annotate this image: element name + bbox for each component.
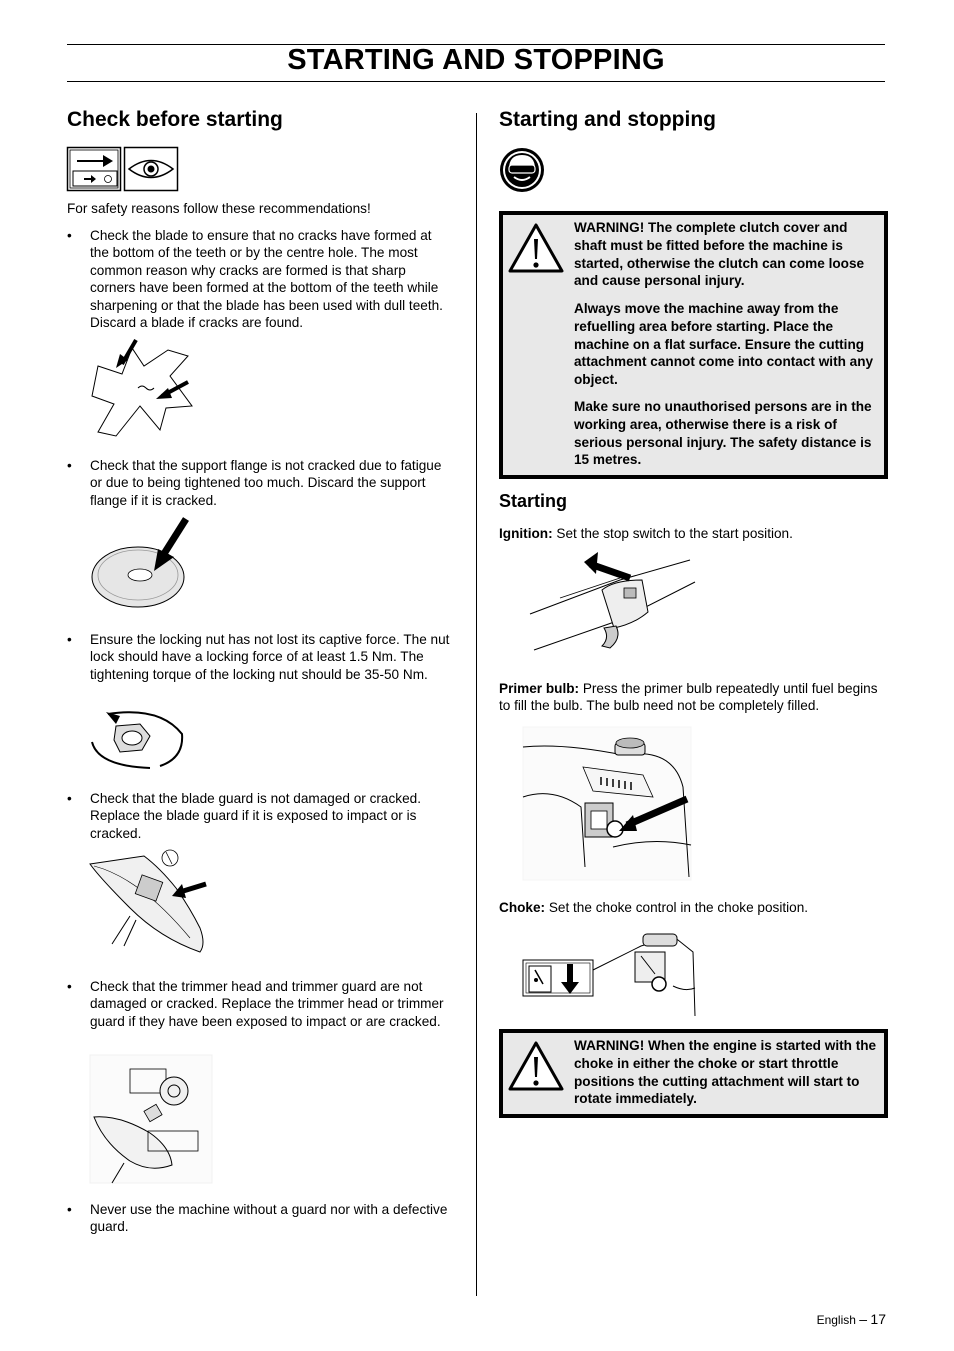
blade-crack-illustration [90,336,195,441]
primer-text: Press the primer bulb repeatedly until fuel begins to fill the bulb. The bulb need not be completely filled. [499,681,878,714]
page-footer [817,1311,886,1327]
starting-subheading: Starting [499,491,568,511]
page-title: STARTING AND STOPPING [287,44,665,76]
footer-separator: – [859,1311,868,1327]
warning-triangle-icon [505,219,565,275]
starting-and-stopping-heading: Starting and stopping [499,108,716,131]
title-rule [67,81,885,82]
support-flange-illustration [90,515,195,615]
visual-check-icon [129,161,173,178]
footer-language: English [816,1313,856,1327]
primer-instruction [499,680,889,715]
bullet-text: Check that the support flange is not cracked due to fatigue or due to being tightened too much. Discard the support flange if it is cracked. [90,458,442,508]
warning-box-choke [499,1029,888,1118]
bullet-mark: • [67,1202,72,1217]
intro-text: For safety reasons follow these recommendations! [67,201,371,216]
ignition-label: Ignition: [499,526,553,541]
check-before-starting-heading: Check before starting [67,108,283,131]
maintenance-inspection-icon [67,147,179,192]
warning-triangle-icon [505,1037,565,1093]
choke-control-illustration [523,926,698,1018]
warning-text: Always move the machine away from the refuelling area before starting. Place the machine on a flat surface. Ensure the cutting attachment cannot come into contact with any object. [574,301,874,388]
warning-text: WARNING! The complete clutch cover and shaft must be fitted before the machine is started, otherwise the clutch can come loose and cause personal injury. [574,220,865,289]
blade-guard-illustration [90,848,215,948]
bullet-mark: • [67,632,72,647]
bullet-mark: • [67,458,72,473]
warning-text: Make sure no unauthorised persons are in the working area, otherwise there is a risk of serious personal injury. The safety distance is 15 metres. [574,399,872,468]
bullet-text: Never use the machine without a guard nor with a defective guard. [90,1202,448,1235]
choke-label: Choke: [499,900,546,915]
bullet-mark: • [67,228,72,243]
page-number: 17 [870,1311,886,1327]
bullet-mark: • [67,979,72,994]
locking-nut-illustration [90,706,190,772]
warning-box-clutch [499,211,888,479]
choke-instruction [499,899,885,916]
trimmer-head-illustration [90,1055,215,1185]
ignition-text: Set the stop switch to the start position. [552,526,793,541]
bullet-text: Check that the blade guard is not damaged or cracked. Replace the blade guard if it is exposed to impact or is cracked. [90,791,421,841]
stop-switch-illustration [530,550,695,655]
bullet-text: Check the blade to ensure that no cracks have formed at the bottom of the teeth or by the centre hole. The most common reason why cracks are formed is that sharp corners have been formed at the bottom of the teeth while sharpening or that the blade has been used with dull teeth. Discard a blade if cracks are found. [90,228,443,331]
bullet-text: Check that the trimmer head and trimmer guard are not damaged or cracked. Replace the trimmer head or trimmer guard if they have been exposed to impact or are cracked. [90,979,444,1029]
bullet-mark: • [67,791,72,806]
primer-bulb-illustration [523,727,693,882]
column-divider [476,113,477,1296]
primer-label: Primer bulb: [499,681,580,696]
warning-text: WARNING! When the engine is started with the choke in either the choke or start throttle positions the cutting attachment will start to rotate immediately. [574,1038,877,1107]
ignition-instruction [499,525,885,542]
bullet-text: Ensure the locking nut has not lost its captive force. The nut lock should have a locking force of at least 1.5 Nm. The tightening torque of the locking nut should be 35-50 Nm. [90,632,450,682]
protective-equipment-icon [499,147,545,193]
choke-text: Set the choke control in the choke position. [545,900,809,915]
